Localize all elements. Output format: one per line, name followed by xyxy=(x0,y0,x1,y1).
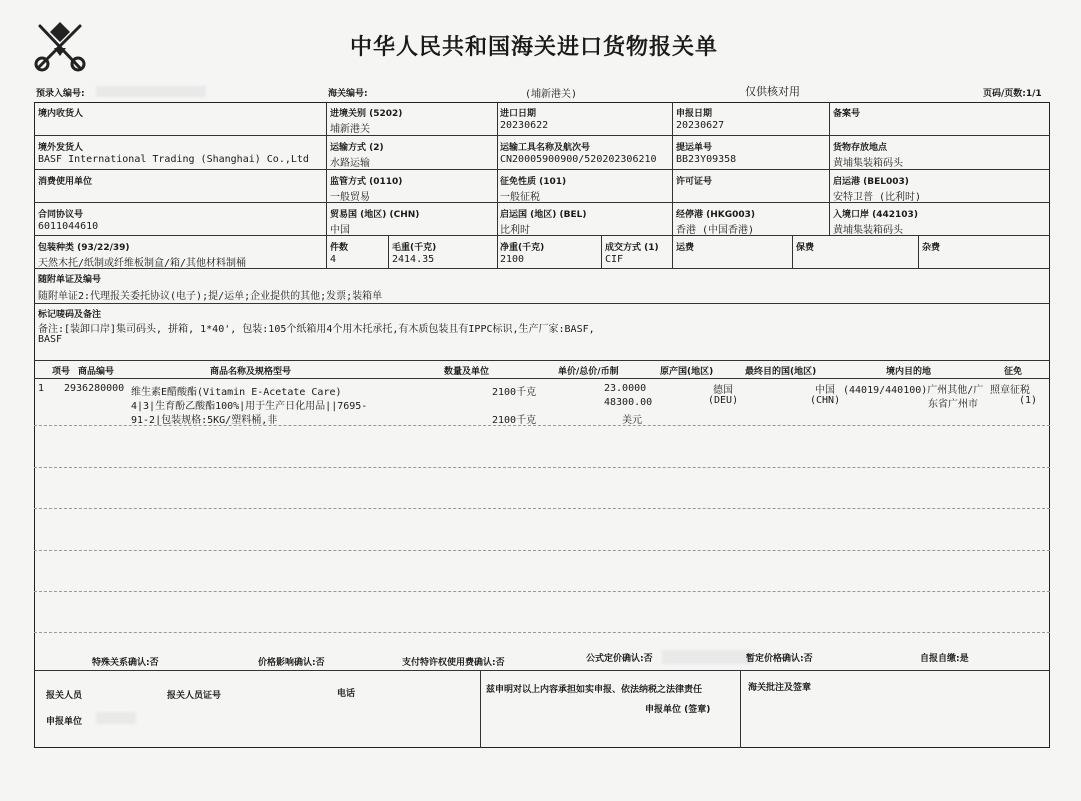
item-qty-declared: 2100千克 xyxy=(492,415,537,426)
verify-note: 仅供核对用 xyxy=(745,85,800,98)
transport-tool-value: CN20005900900/520202306210 xyxy=(500,154,657,165)
consignee-label: 境内收货人 xyxy=(38,109,84,119)
item-total-price: 48300.00 xyxy=(604,397,653,408)
trade-country-label: 贸易国 (地区) (CHN) xyxy=(330,210,420,220)
consignor-value: BASF International Trading (Shanghai) Co.,Ltd xyxy=(38,154,309,165)
declarant-cert-label: 报关人员证号 xyxy=(167,691,222,701)
price-impact-confirm: 价格影响确认:否 xyxy=(258,658,325,668)
transit-port-value: 香港 (中国香港) xyxy=(676,225,755,236)
customs-emblem-logo xyxy=(28,14,92,78)
col-header-quantity: 数量及单位 xyxy=(444,367,490,377)
self-pay-confirm: 自报自缴:是 xyxy=(920,654,969,664)
formula-price-confirm: 公式定价确认:否 xyxy=(586,654,653,664)
package-value: 天然木托/纸制或纤维板制盒/箱/其他材料制桶 xyxy=(38,258,247,269)
transport-mode-label: 运输方式 (2) xyxy=(330,143,384,153)
storage-label: 货物存放地点 xyxy=(833,143,888,153)
trade-country-value: 中国 xyxy=(330,225,350,236)
form-title: 中华人民共和国海关进口货物报关单 xyxy=(350,35,719,60)
item-name-line3: 91-2|包装规格:5KG/塑料桶,非 xyxy=(131,415,278,426)
entry-port-label: 入境口岸 (442103) xyxy=(833,210,918,220)
col-header-price: 单价/总价/币制 xyxy=(558,367,619,377)
unit-seal-label: 申报单位 (签章) xyxy=(645,705,711,715)
col-header-final-dest: 最终目的国(地区) xyxy=(745,367,817,377)
item-final-dest-code: (CHN) xyxy=(810,395,841,406)
declarant-label: 报关人员 xyxy=(46,691,83,701)
redacted-stamp-area xyxy=(662,650,752,664)
customs-note-label: 海关批注及签章 xyxy=(748,683,812,693)
gross-weight-value: 2414.35 xyxy=(392,254,435,265)
freight-label: 运费 xyxy=(676,243,695,253)
net-weight-label: 净重(千克) xyxy=(500,243,545,253)
item-levy: 照章征税 xyxy=(990,385,1030,396)
origin-country-label: 启运国 (地区) (BEL) xyxy=(500,210,587,220)
marks-value: 备注:[装卸口岸]集司码头, 拼箱, 1*40', 包装:105个纸箱用4个用木托承托,有木质包装且有IPPC标识,生产厂家:BASF, xyxy=(38,324,595,335)
redacted-pre-entry-no xyxy=(96,86,206,97)
pieces-value: 4 xyxy=(330,254,337,265)
contract-value: 6011044610 xyxy=(38,221,99,232)
col-header-origin: 原产国(地区) xyxy=(660,367,714,377)
transport-mode-value: 水路运输 xyxy=(330,158,370,169)
item-currency: 美元 xyxy=(622,415,642,426)
misc-fee-label: 杂费 xyxy=(922,243,941,253)
col-header-code: 商品编号 xyxy=(78,367,115,377)
item-domestic-dest-2: 东省广州市 xyxy=(928,399,978,410)
col-header-levy: 征免 xyxy=(1004,367,1023,377)
net-weight-value: 2100 xyxy=(500,254,525,265)
col-header-name: 商品名称及规格型号 xyxy=(210,367,292,377)
phone-label: 电话 xyxy=(337,689,356,699)
marks-label: 标记唛码及备注 xyxy=(38,310,102,320)
col-header-item-no: 项号 xyxy=(52,367,71,377)
item-code: 2936280000 xyxy=(64,383,125,394)
supervision-label: 监管方式 (0110) xyxy=(330,177,403,187)
transport-tool-label: 运输工具名称及航次号 xyxy=(500,143,591,153)
page-count: 页码/页数:1/1 xyxy=(983,89,1042,99)
redacted-unit-name xyxy=(96,712,136,724)
consignor-label: 境外发货人 xyxy=(38,143,84,153)
consumer-label: 消费使用单位 xyxy=(38,177,93,187)
item-origin: 德国 xyxy=(713,385,733,396)
entry-port-value: 黄埔集装箱码头 xyxy=(833,225,903,236)
supervision-value: 一般贸易 xyxy=(330,192,370,203)
storage-value: 黄埔集装箱码头 xyxy=(833,158,903,169)
record-no-label: 备案号 xyxy=(833,109,861,119)
item-name-line1: 维生素E醋酸酯(Vitamin E-Acetate Care) xyxy=(131,387,342,398)
item-origin-code: (DEU) xyxy=(708,395,739,406)
bill-label: 提运单号 xyxy=(676,143,713,153)
item-domestic-dest: (44019/440100)广州其他/广 xyxy=(843,385,984,396)
item-no: 1 xyxy=(38,383,45,394)
declaration-statement: 兹申明对以上内容承担如实申报、依法纳税之法律责任 xyxy=(486,685,703,695)
contract-label: 合同协议号 xyxy=(38,210,84,220)
import-date-value: 20230622 xyxy=(500,120,549,131)
marks-value-2: BASF xyxy=(38,334,63,345)
item-unit-price: 23.0000 xyxy=(604,383,647,394)
bill-value: BB23Y09358 xyxy=(676,154,737,165)
origin-country-value: 比利时 xyxy=(500,225,530,236)
col-header-domestic-dest: 境内目的地 xyxy=(886,367,932,377)
item-levy-code: (1) xyxy=(1019,395,1038,406)
entry-customs-value: 埔新港关 xyxy=(330,124,370,135)
deal-mode-label: 成交方式 (1) xyxy=(605,243,659,253)
insurance-label: 保费 xyxy=(796,243,815,253)
documents-label: 随附单证及编号 xyxy=(38,275,102,285)
gross-weight-label: 毛重(千克) xyxy=(392,243,437,253)
customs-no-label: 海关编号: xyxy=(328,89,368,99)
transit-port-label: 经停港 (HKG003) xyxy=(676,210,756,220)
pieces-label: 件数 xyxy=(330,243,349,253)
pre-entry-label: 预录入编号: xyxy=(36,89,85,99)
departure-port-value: 安特卫普 (比利时) xyxy=(833,192,922,203)
special-relation-confirm: 特殊关系确认:否 xyxy=(92,658,159,668)
provisional-price-confirm: 暂定价格确认:否 xyxy=(746,654,813,664)
tax-label: 征免性质 (101) xyxy=(500,177,567,187)
import-date-label: 进口日期 xyxy=(500,109,537,119)
documents-value: 随附单证2:代理报关委托协议(电子);提/运单;企业提供的其他;发票;装箱单 xyxy=(38,291,383,302)
royalty-confirm: 支付特许权使用费确认:否 xyxy=(402,658,505,668)
tax-value: 一般征税 xyxy=(500,192,540,203)
item-qty-legal: 2100千克 xyxy=(492,387,537,398)
customs-office: (埔新港关) xyxy=(525,89,578,100)
license-label: 许可证号 xyxy=(676,177,713,187)
declare-date-value: 20230627 xyxy=(676,120,725,131)
deal-mode-value: CIF xyxy=(605,254,624,265)
package-label: 包装种类 (93/22/39) xyxy=(38,243,130,253)
declare-date-label: 申报日期 xyxy=(676,109,713,119)
item-name-line2: 4|3|生育酚乙酸酯100%|用于生产日化用品||7695- xyxy=(131,401,368,412)
departure-port-label: 启运港 (BEL003) xyxy=(833,177,909,187)
declaring-unit-label: 申报单位 xyxy=(46,717,83,727)
item-final-dest: 中国 xyxy=(815,385,835,396)
entry-customs-label: 进境关别 (5202) xyxy=(330,109,403,119)
